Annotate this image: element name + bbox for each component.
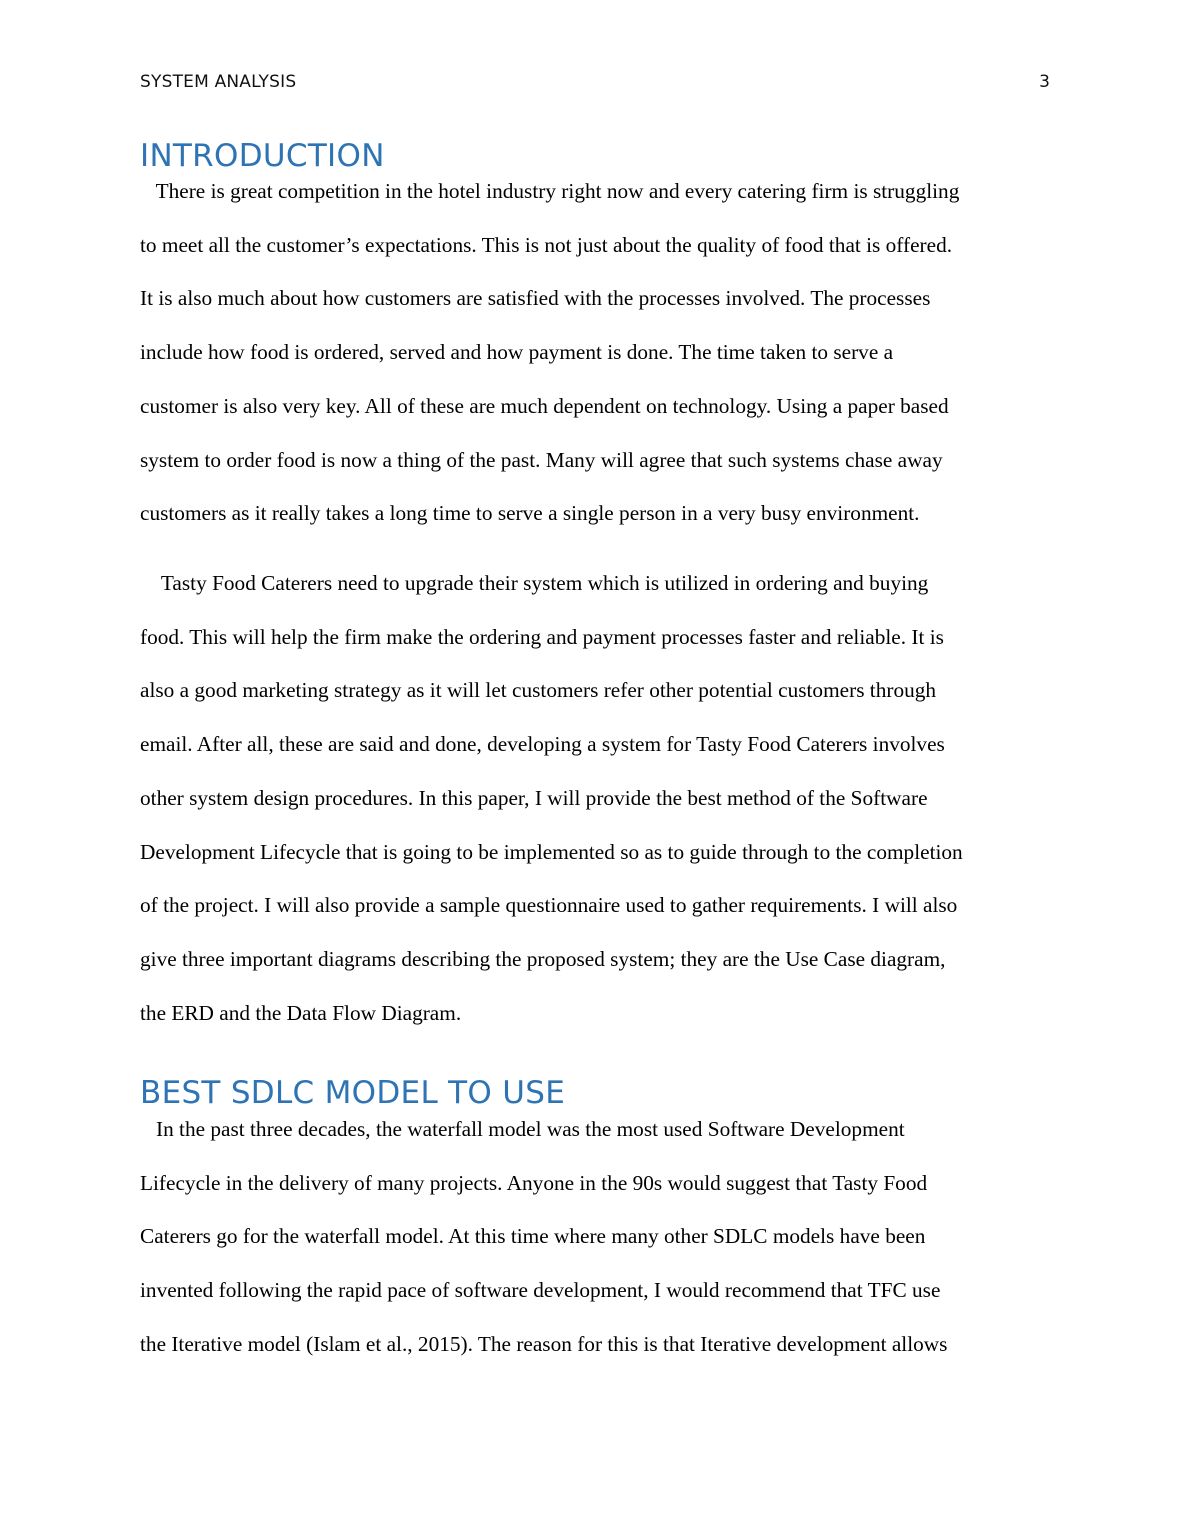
text-line: give three important diagrams describing the proposed system; they are the Use Case diagram,: [140, 946, 946, 971]
text-line: to meet all the customer’s expectations. This is not just about the quality of food that is offered.: [140, 232, 953, 257]
heading-best-sdlc-model: BEST SDLC MODEL TO USE: [140, 1075, 566, 1111]
text-line: It is also much about how customers are satisfied with the processes involved. The processes: [140, 286, 931, 311]
text-line: other system design procedures. In this paper, I will provide the best method of the Software: [140, 785, 928, 810]
text-line: Lifecycle in the delivery of many projects. Anyone in the 90s would suggest that Tasty Food: [140, 1170, 928, 1195]
text-line: system to order food is now a thing of the past. Many will agree that such systems chase away: [140, 447, 943, 472]
page-number: 3: [1039, 72, 1050, 92]
paragraph-introduction-2: [140, 557, 1050, 1040]
text-line: of the project. I will also provide a sample questionnaire used to gather requirements. I will also: [140, 893, 958, 918]
text-line: food. This will help the firm make the ordering and payment processes faster and reliable. It is: [140, 624, 944, 649]
text-line: customer is also very key. All of these are much dependent on technology. Using a paper based: [140, 393, 949, 418]
text-line: invented following the rapid pace of software development, I would recommend that TFC use: [140, 1278, 941, 1303]
heading-introduction: INTRODUCTION: [140, 138, 385, 174]
text-line: Caterers go for the waterfall model. At this time where many other SDLC models have been: [140, 1224, 926, 1249]
paragraph-sdlc-1: [140, 1103, 1050, 1372]
text-line: Tasty Food Caterers need to upgrade their system which is utilized in ordering and buying: [140, 571, 929, 595]
text-line: customers as it really takes a long time to serve a single person in a very busy environment.: [140, 501, 920, 526]
text-line: There is great competition in the hotel industry right now and every catering firm is struggling: [140, 179, 960, 203]
text-line: email. After all, these are said and done, developing a system for Tasty Food Caterers involves: [140, 732, 945, 757]
text-line: Development Lifecycle that is going to be implemented so as to guide through to the completion: [140, 839, 963, 864]
text-line: the ERD and the Data Flow Diagram.: [140, 1000, 462, 1025]
text-line: also a good marketing strategy as it will let customers refer other potential customers through: [140, 678, 937, 703]
running-head: SYSTEM ANALYSIS: [140, 72, 297, 92]
text-line: In the past three decades, the waterfall model was the most used Software Development: [140, 1117, 905, 1141]
text-line: include how food is ordered, served and how payment is done. The time taken to serve a: [140, 340, 894, 365]
paragraph-introduction-1: [140, 165, 1050, 541]
text-line: the Iterative model (Islam et al., 2015). The reason for this is that Iterative development allows: [140, 1331, 948, 1356]
